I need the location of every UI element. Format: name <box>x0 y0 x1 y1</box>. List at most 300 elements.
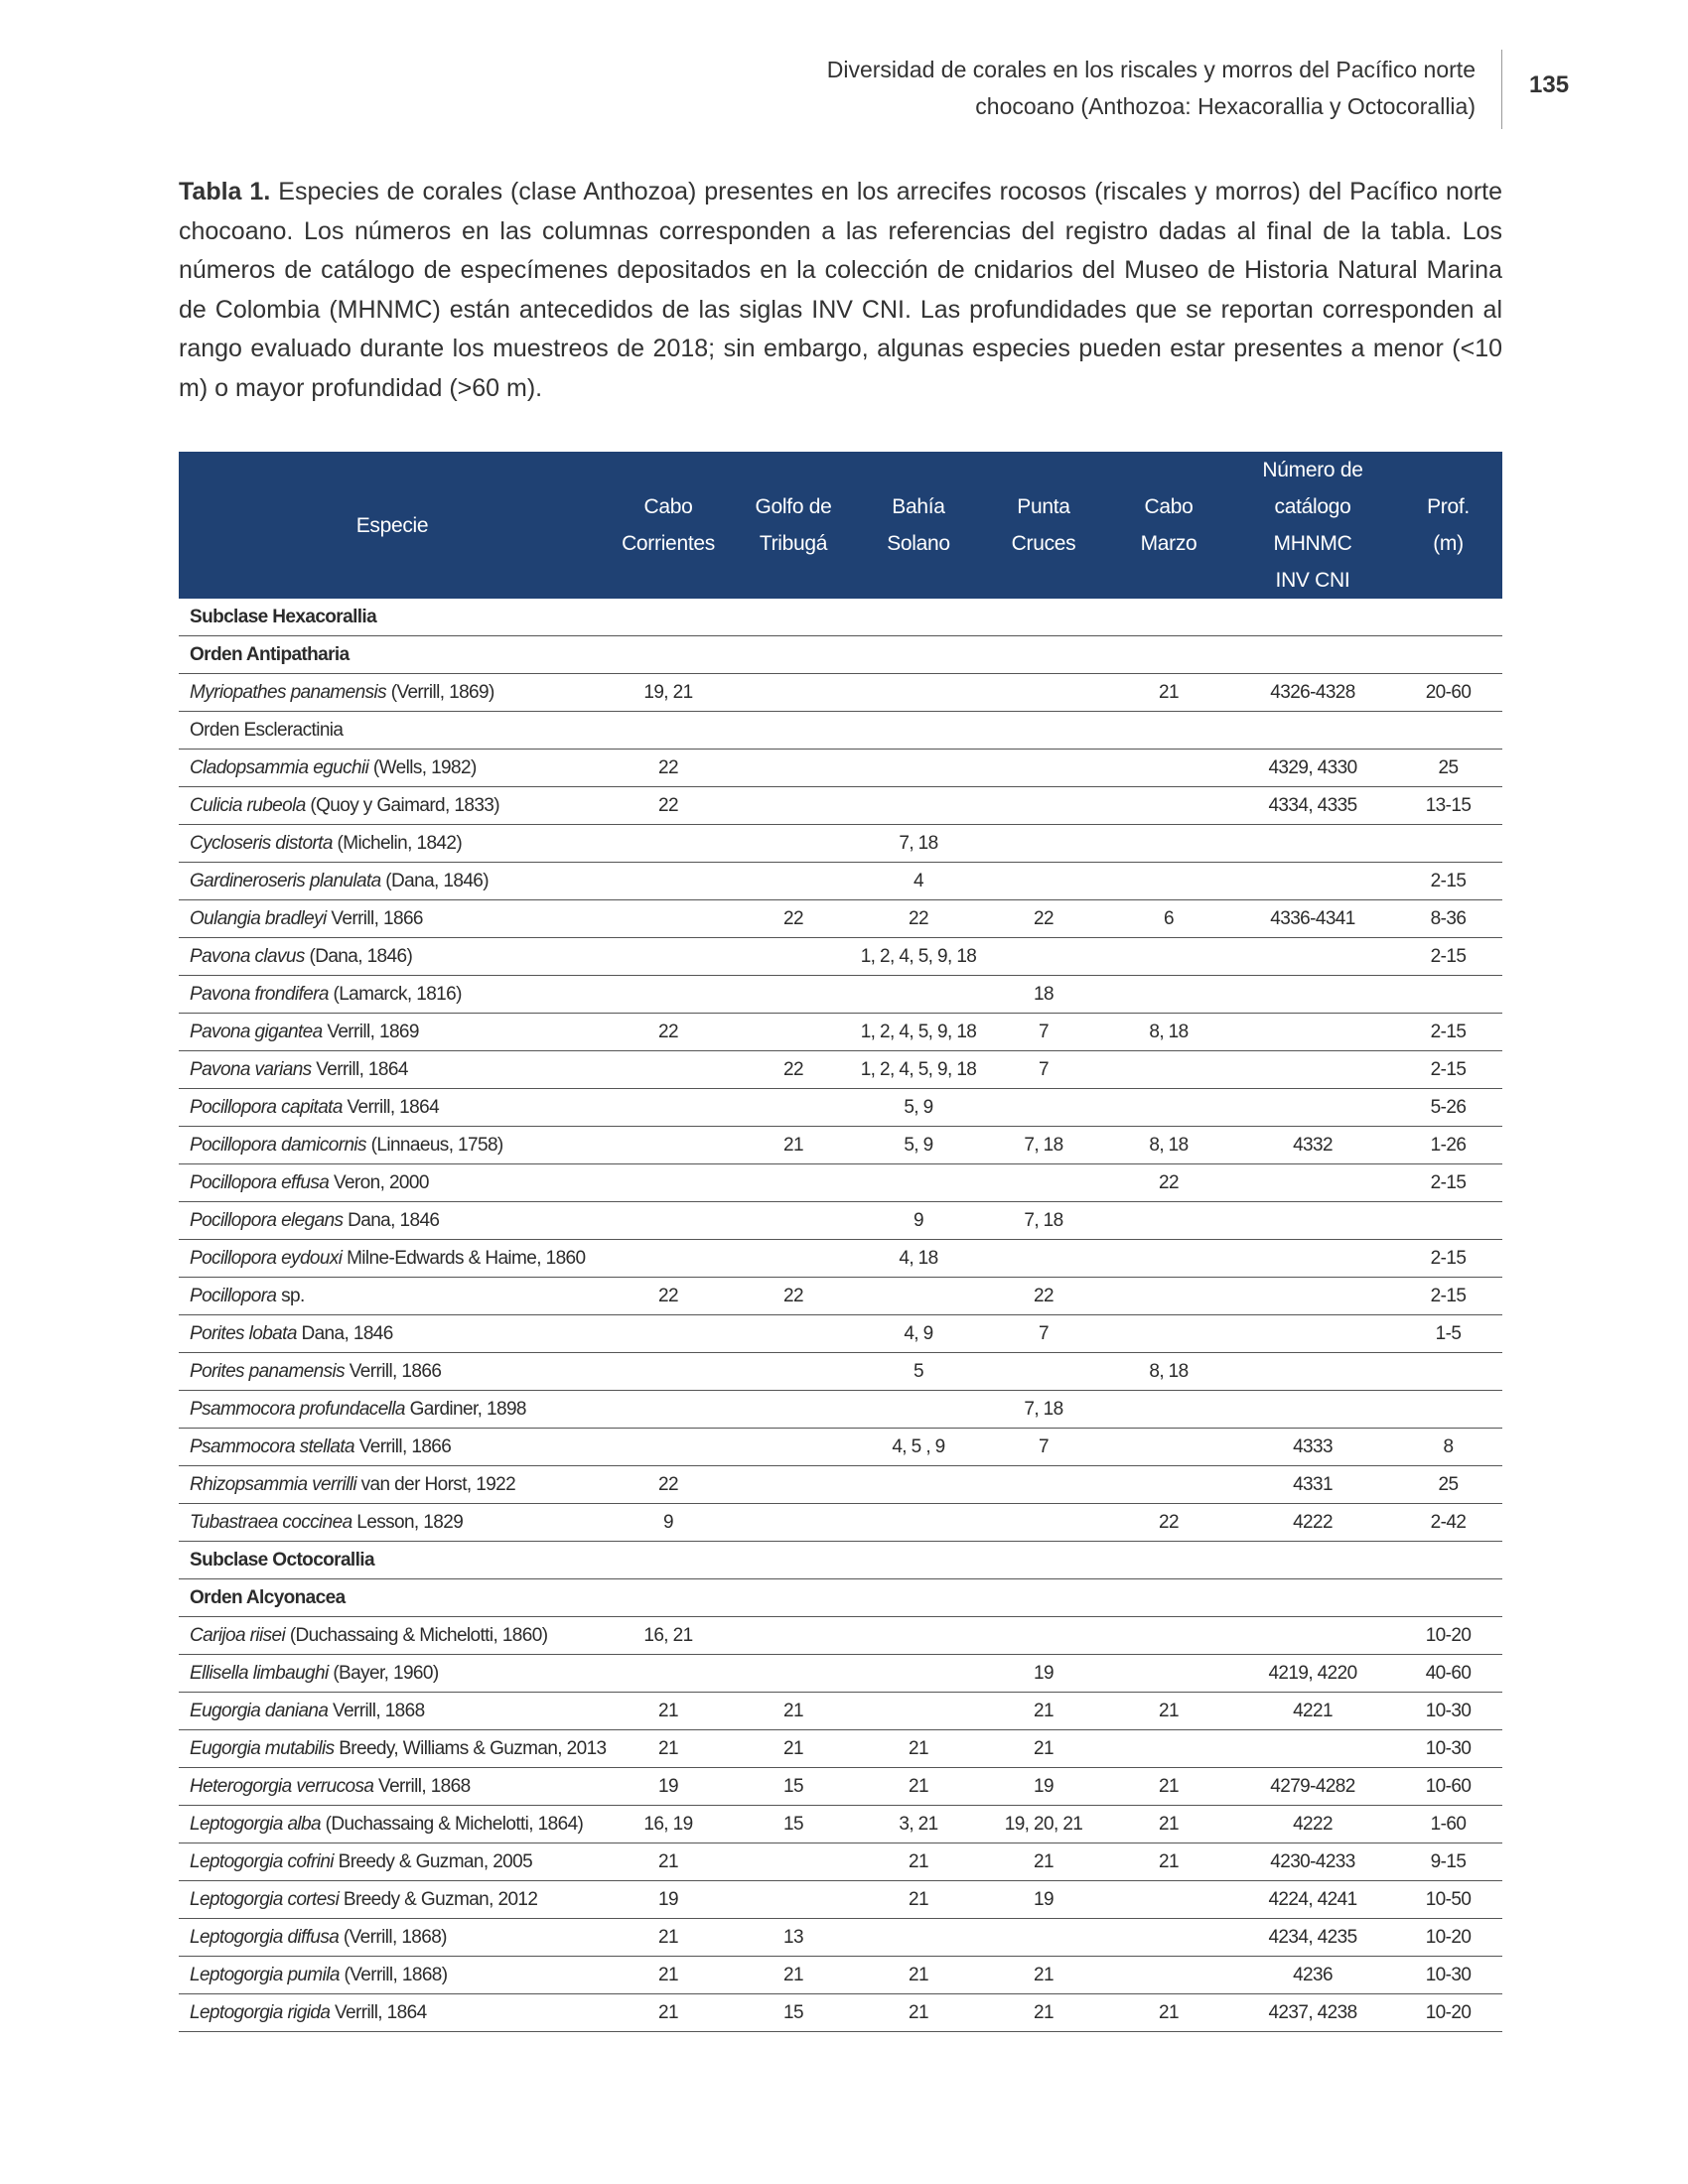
col-profundidad-cell <box>1394 976 1502 1014</box>
col-bahia-solano-cell: 4, 18 <box>856 1240 981 1278</box>
species-name-cell <box>179 1164 606 1202</box>
taxon-group-row <box>179 599 1502 636</box>
col-cabo-marzo-cell <box>1106 1429 1231 1466</box>
species-table-container <box>179 452 1502 2032</box>
species-binomial: Myriopathes panamensis <box>190 681 387 703</box>
col-cabo-corrientes-cell: 19 <box>606 1768 731 1806</box>
species-binomial: Culicia rubeola <box>190 794 306 816</box>
col-golfo-tribuga-cell: 22 <box>731 1051 856 1089</box>
species-name-cell <box>179 1202 606 1240</box>
col-bahia-solano-cell <box>856 976 981 1014</box>
species-name-cell <box>179 1919 606 1957</box>
col-profundidad-cell: 25 <box>1394 1466 1502 1504</box>
species-row <box>179 863 1502 900</box>
col-punta-cruces-cell <box>981 1466 1106 1504</box>
col-punta-cruces-cell <box>981 1089 1106 1127</box>
species-authority: Dana, 1846 <box>348 1209 440 1231</box>
species-binomial: Tubastraea coccinea <box>190 1511 352 1533</box>
col-punta-cruces-cell <box>981 938 1106 976</box>
col-cabo-marzo-cell: 6 <box>1106 900 1231 938</box>
col-golfo-tribuga-cell <box>731 1617 856 1655</box>
col-cabo-marzo-header <box>1106 452 1231 599</box>
col-numero-catalogo-cell: 4222 <box>1231 1806 1394 1843</box>
col-golfo-tribuga-cell <box>731 825 856 863</box>
col-numero-catalogo-cell: 4279-4282 <box>1231 1768 1394 1806</box>
col-cabo-marzo-cell <box>1106 1315 1231 1353</box>
species-authority: van der Horst, 1922 <box>360 1473 516 1495</box>
col-golfo-tribuga-cell <box>731 674 856 712</box>
species-binomial: Pocillopora <box>190 1285 277 1306</box>
header-text: Prof. <box>1427 495 1470 518</box>
col-profundidad-cell <box>1394 825 1502 863</box>
species-binomial: Leptogorgia rigida <box>190 2001 331 2023</box>
col-numero-catalogo-cell <box>1231 1164 1394 1202</box>
col-cabo-corrientes-cell: 22 <box>606 750 731 787</box>
species-binomial: Eugorgia mutabilis <box>190 1737 335 1759</box>
species-binomial: Ellisella limbaughi <box>190 1662 329 1684</box>
header-text: Cabo <box>643 495 693 518</box>
col-punta-cruces-cell: 22 <box>981 1278 1106 1315</box>
col-numero-catalogo-cell: 4234, 4235 <box>1231 1919 1394 1957</box>
species-name-cell <box>179 1843 606 1881</box>
col-golfo-tribuga-cell <box>731 1202 856 1240</box>
col-numero-catalogo-cell: 4224, 4241 <box>1231 1881 1394 1919</box>
species-authority: (Dana, 1846) <box>385 870 489 891</box>
species-name-cell <box>179 1051 606 1089</box>
col-cabo-corrientes-cell: 21 <box>606 1843 731 1881</box>
col-cabo-corrientes-cell: 16, 19 <box>606 1806 731 1843</box>
species-name-cell <box>179 1881 606 1919</box>
col-bahia-solano-cell: 21 <box>856 1957 981 1994</box>
species-name-cell <box>179 1353 606 1391</box>
species-name-cell <box>179 863 606 900</box>
col-profundidad-cell: 20-60 <box>1394 674 1502 712</box>
caption-label: Tabla 1. <box>179 178 271 205</box>
col-profundidad-cell: 1-5 <box>1394 1315 1502 1353</box>
col-cabo-marzo-cell <box>1106 1957 1231 1994</box>
header-text: Solano <box>887 532 950 555</box>
col-punta-cruces-cell: 18 <box>981 976 1106 1014</box>
running-header <box>0 52 1476 125</box>
col-profundidad-cell: 9-15 <box>1394 1843 1502 1881</box>
species-authority: (Duchassaing & Michelotti, 1860) <box>289 1624 548 1646</box>
running-title-line2: chocoano (Anthozoa: Hexacorallia y Octocorallia) <box>975 93 1476 119</box>
col-profundidad-cell: 1-26 <box>1394 1127 1502 1164</box>
col-cabo-corrientes-cell <box>606 1315 731 1353</box>
col-profundidad-cell: 40-60 <box>1394 1655 1502 1693</box>
col-profundidad-cell: 10-50 <box>1394 1881 1502 1919</box>
col-profundidad-cell <box>1394 1202 1502 1240</box>
species-authority: (Verrill, 1868) <box>344 1964 448 1985</box>
col-profundidad-cell: 10-30 <box>1394 1730 1502 1768</box>
table-body <box>179 599 1502 2032</box>
species-authority: sp. <box>281 1285 305 1306</box>
col-punta-cruces-cell: 19 <box>981 1655 1106 1693</box>
col-cabo-marzo-cell <box>1106 787 1231 825</box>
col-cabo-marzo-cell <box>1106 1278 1231 1315</box>
species-row <box>179 1617 1502 1655</box>
col-golfo-tribuga-cell <box>731 750 856 787</box>
col-profundidad-cell: 10-30 <box>1394 1693 1502 1730</box>
species-authority: Verrill, 1864 <box>335 2001 427 2023</box>
col-cabo-corrientes-cell <box>606 900 731 938</box>
header-text: Marzo <box>1140 532 1197 555</box>
col-cabo-marzo-cell <box>1106 938 1231 976</box>
col-profundidad-cell: 2-42 <box>1394 1504 1502 1542</box>
species-name-cell <box>179 1730 606 1768</box>
col-golfo-tribuga-cell: 21 <box>731 1730 856 1768</box>
species-row <box>179 1240 1502 1278</box>
col-bahia-solano-cell <box>856 1466 981 1504</box>
col-numero-catalogo-cell: 4236 <box>1231 1957 1394 1994</box>
col-cabo-corrientes-cell: 9 <box>606 1504 731 1542</box>
col-bahia-solano-cell: 3, 21 <box>856 1806 981 1843</box>
species-name-cell <box>179 1278 606 1315</box>
col-cabo-marzo-cell <box>1106 976 1231 1014</box>
species-row <box>179 1429 1502 1466</box>
species-name-cell <box>179 825 606 863</box>
col-cabo-marzo-cell: 21 <box>1106 1768 1231 1806</box>
col-punta-cruces-cell: 7, 18 <box>981 1391 1106 1429</box>
col-bahia-solano-cell: 1, 2, 4, 5, 9, 18 <box>856 1014 981 1051</box>
col-profundidad-cell: 10-60 <box>1394 1768 1502 1806</box>
col-profundidad-cell: 8 <box>1394 1429 1502 1466</box>
col-punta-cruces-cell <box>981 1504 1106 1542</box>
col-punta-cruces-cell <box>981 825 1106 863</box>
col-bahia-solano-cell: 21 <box>856 1994 981 2032</box>
species-row <box>179 1768 1502 1806</box>
species-authority: Verrill, 1868 <box>333 1700 425 1721</box>
header-text: INV CNI <box>1275 569 1350 592</box>
col-numero-catalogo-cell <box>1231 1278 1394 1315</box>
header-text: Golfo de <box>755 495 832 518</box>
species-binomial: Pocillopora capitata <box>190 1096 343 1118</box>
col-profundidad-cell: 25 <box>1394 750 1502 787</box>
species-binomial: Pavona frondifera <box>190 983 329 1005</box>
species-binomial: Leptogorgia pumila <box>190 1964 340 1985</box>
species-row <box>179 938 1502 976</box>
species-authority: Milne-Edwards & Haime, 1860 <box>347 1247 586 1269</box>
col-punta-cruces-cell <box>981 1353 1106 1391</box>
col-cabo-corrientes-cell <box>606 1202 731 1240</box>
taxon-group-label: Orden Escleractinia <box>179 712 1502 750</box>
species-name-cell <box>179 1994 606 2032</box>
col-punta-cruces-cell: 7, 18 <box>981 1127 1106 1164</box>
col-punta-cruces-cell: 7, 18 <box>981 1202 1106 1240</box>
species-row <box>179 1089 1502 1127</box>
species-row <box>179 1014 1502 1051</box>
species-row <box>179 787 1502 825</box>
col-cabo-marzo-cell <box>1106 825 1231 863</box>
col-cabo-corrientes-cell: 16, 21 <box>606 1617 731 1655</box>
caption-text: Especies de corales (clase Anthozoa) presentes en los arrecifes rocosos (riscales y morros) del Pacífico norte chocoano. Los números en las columnas corresponden a las referencias del registro dadas al final de la tabla. Los números de catálogo de especímenes depositados en la colección de cnidarios del Museo de Historia Natural Marina de Colombia (MHNMC) están antecedidos de las siglas INV CNI. Las profundidades que se reportan corresponden al rango evaluado durante los muestreos de 2018; sin embargo, algunas especies pueden estar presentes a menor (<10 m) o mayor profundidad (>60 m). <box>179 178 1502 402</box>
species-row <box>179 1466 1502 1504</box>
col-profundidad-cell: 1-60 <box>1394 1806 1502 1843</box>
col-bahia-solano-cell: 5 <box>856 1353 981 1391</box>
col-cabo-corrientes-cell <box>606 1429 731 1466</box>
col-especie-header <box>179 452 606 599</box>
col-punta-cruces-cell <box>981 1240 1106 1278</box>
species-row <box>179 1957 1502 1994</box>
species-binomial: Psammocora stellata <box>190 1435 355 1457</box>
species-binomial: Pavona varians <box>190 1058 312 1080</box>
header-text: Cruces <box>1011 532 1076 555</box>
col-golfo-tribuga-cell <box>731 787 856 825</box>
taxon-group-row <box>179 636 1502 674</box>
col-cabo-corrientes-header <box>606 452 731 599</box>
taxon-group-label: Orden Alcyonacea <box>179 1579 1502 1617</box>
col-numero-catalogo-cell: 4237, 4238 <box>1231 1994 1394 2032</box>
col-golfo-tribuga-cell <box>731 1164 856 1202</box>
species-binomial: Leptogorgia alba <box>190 1813 321 1835</box>
species-name-cell <box>179 674 606 712</box>
col-numero-catalogo-cell: 4329, 4330 <box>1231 750 1394 787</box>
col-golfo-tribuga-cell <box>731 1014 856 1051</box>
species-name-cell <box>179 1127 606 1164</box>
col-numero-catalogo-cell <box>1231 863 1394 900</box>
species-authority: Gardiner, 1898 <box>409 1398 526 1420</box>
col-cabo-corrientes-cell: 21 <box>606 1693 731 1730</box>
species-row <box>179 1693 1502 1730</box>
col-golfo-tribuga-cell <box>731 1881 856 1919</box>
col-cabo-marzo-cell: 21 <box>1106 1843 1231 1881</box>
col-cabo-corrientes-cell <box>606 1164 731 1202</box>
col-bahia-solano-cell <box>856 1655 981 1693</box>
col-numero-catalogo-cell: 4219, 4220 <box>1231 1655 1394 1693</box>
col-punta-cruces-cell <box>981 750 1106 787</box>
col-profundidad-cell: 2-15 <box>1394 1278 1502 1315</box>
col-profundidad-cell: 10-30 <box>1394 1957 1502 1994</box>
col-punta-cruces-cell: 21 <box>981 1957 1106 1994</box>
species-authority: Verrill, 1864 <box>316 1058 408 1080</box>
species-row <box>179 1655 1502 1693</box>
species-row <box>179 1278 1502 1315</box>
species-binomial: Cycloseris distorta <box>190 832 333 854</box>
col-bahia-solano-cell: 5, 9 <box>856 1089 981 1127</box>
col-bahia-solano-cell: 4, 9 <box>856 1315 981 1353</box>
col-bahia-solano-cell: 21 <box>856 1881 981 1919</box>
col-profundidad-cell <box>1394 1391 1502 1429</box>
col-cabo-marzo-cell <box>1106 1466 1231 1504</box>
header-divider <box>1501 50 1502 129</box>
species-binomial: Pocillopora damicornis <box>190 1134 366 1156</box>
col-punta-cruces-cell: 19 <box>981 1768 1106 1806</box>
col-profundidad-cell: 2-15 <box>1394 1164 1502 1202</box>
header-text: Especie <box>355 513 429 537</box>
species-name-cell <box>179 1693 606 1730</box>
species-binomial: Eugorgia daniana <box>190 1700 329 1721</box>
col-numero-catalogo-cell <box>1231 1391 1394 1429</box>
species-authority: (Verrill, 1869) <box>390 681 494 703</box>
species-binomial: Psammocora profundacella <box>190 1398 405 1420</box>
col-cabo-marzo-cell <box>1106 1655 1231 1693</box>
species-row <box>179 1315 1502 1353</box>
col-numero-catalogo-cell <box>1231 976 1394 1014</box>
species-name-cell <box>179 1240 606 1278</box>
species-authority: Verrill, 1866 <box>331 907 423 929</box>
species-binomial: Porites panamensis <box>190 1360 346 1382</box>
col-punta-cruces-cell <box>981 1919 1106 1957</box>
species-binomial: Heterogorgia verrucosa <box>190 1775 374 1797</box>
species-authority: (Michelin, 1842) <box>337 832 463 854</box>
col-golfo-tribuga-cell: 21 <box>731 1127 856 1164</box>
col-cabo-marzo-cell <box>1106 1391 1231 1429</box>
col-numero-catalogo-cell: 4326-4328 <box>1231 674 1394 712</box>
species-name-cell <box>179 1768 606 1806</box>
col-cabo-corrientes-cell <box>606 1051 731 1089</box>
col-profundidad-cell: 8-36 <box>1394 900 1502 938</box>
col-cabo-corrientes-cell <box>606 976 731 1014</box>
col-cabo-marzo-cell <box>1106 1051 1231 1089</box>
col-bahia-solano-cell <box>856 1919 981 1957</box>
col-cabo-corrientes-cell <box>606 1391 731 1429</box>
col-cabo-marzo-cell <box>1106 1881 1231 1919</box>
species-authority: Verrill, 1866 <box>358 1435 452 1457</box>
col-cabo-marzo-cell <box>1106 1240 1231 1278</box>
col-cabo-marzo-cell: 21 <box>1106 1693 1231 1730</box>
species-row <box>179 1353 1502 1391</box>
species-authority: Breedy & Guzman, 2005 <box>338 1850 533 1872</box>
col-punta-cruces-cell: 22 <box>981 900 1106 938</box>
col-bahia-solano-cell: 1, 2, 4, 5, 9, 18 <box>856 1051 981 1089</box>
species-binomial: Gardineroseris planulata <box>190 870 381 891</box>
species-authority: (Dana, 1846) <box>309 945 413 967</box>
species-name-cell <box>179 1089 606 1127</box>
col-bahia-solano-cell <box>856 1504 981 1542</box>
col-golfo-tribuga-cell: 15 <box>731 1994 856 2032</box>
species-authority: (Quoy y Gaimard, 1833) <box>310 794 499 816</box>
species-row <box>179 825 1502 863</box>
col-cabo-marzo-cell <box>1106 1730 1231 1768</box>
col-numero-catalogo-cell <box>1231 1014 1394 1051</box>
col-punta-cruces-cell: 7 <box>981 1315 1106 1353</box>
header-text: Cabo <box>1144 495 1194 518</box>
species-name-cell <box>179 1391 606 1429</box>
col-cabo-corrientes-cell: 22 <box>606 1278 731 1315</box>
col-numero-catalogo-cell <box>1231 1730 1394 1768</box>
col-numero-catalogo-cell <box>1231 1089 1394 1127</box>
col-cabo-corrientes-cell <box>606 1655 731 1693</box>
taxon-group-row <box>179 712 1502 750</box>
col-cabo-corrientes-cell: 21 <box>606 1919 731 1957</box>
col-numero-catalogo-cell: 4331 <box>1231 1466 1394 1504</box>
col-numero-catalogo-cell: 4333 <box>1231 1429 1394 1466</box>
species-authority: Verrill, 1868 <box>378 1775 471 1797</box>
species-binomial: Cladopsammia eguchii <box>190 756 369 778</box>
col-punta-cruces-cell: 7 <box>981 1051 1106 1089</box>
col-punta-cruces-header <box>981 452 1106 599</box>
species-binomial: Leptogorgia cofrini <box>190 1850 334 1872</box>
col-bahia-solano-cell <box>856 1693 981 1730</box>
col-golfo-tribuga-cell <box>731 863 856 900</box>
col-numero-catalogo-cell <box>1231 1353 1394 1391</box>
col-numero-catalogo-cell <box>1231 1202 1394 1240</box>
species-authority: Verrill, 1864 <box>347 1096 440 1118</box>
taxon-group-label: Orden Antipatharia <box>179 636 1502 674</box>
col-bahia-solano-cell <box>856 674 981 712</box>
species-authority: Verrill, 1866 <box>349 1360 442 1382</box>
col-golfo-tribuga-cell <box>731 1466 856 1504</box>
species-row <box>179 1051 1502 1089</box>
species-row <box>179 1994 1502 2032</box>
species-binomial: Pavona gigantea <box>190 1021 323 1042</box>
col-bahia-solano-cell: 22 <box>856 900 981 938</box>
col-bahia-solano-cell: 21 <box>856 1730 981 1768</box>
species-binomial: Carijoa riisei <box>190 1624 286 1646</box>
col-numero-catalogo-cell <box>1231 938 1394 976</box>
species-table <box>179 452 1502 2032</box>
col-profundidad-cell: 2-15 <box>1394 863 1502 900</box>
species-binomial: Rhizopsammia verrilli <box>190 1473 356 1495</box>
col-bahia-solano-cell: 4 <box>856 863 981 900</box>
species-binomial: Pocillopora effusa <box>190 1171 330 1193</box>
col-cabo-corrientes-cell <box>606 863 731 900</box>
col-numero-catalogo-cell <box>1231 1315 1394 1353</box>
col-cabo-corrientes-cell <box>606 825 731 863</box>
col-golfo-tribuga-cell: 15 <box>731 1806 856 1843</box>
species-binomial: Leptogorgia diffusa <box>190 1926 340 1948</box>
species-row <box>179 900 1502 938</box>
col-golfo-tribuga-cell: 13 <box>731 1919 856 1957</box>
col-bahia-solano-cell: 21 <box>856 1768 981 1806</box>
col-punta-cruces-cell <box>981 674 1106 712</box>
header-text: catálogo MHNMC <box>1273 495 1352 555</box>
col-cabo-corrientes-cell: 19, 21 <box>606 674 731 712</box>
species-name-cell <box>179 1014 606 1051</box>
col-bahia-solano-cell <box>856 1391 981 1429</box>
col-cabo-marzo-cell: 22 <box>1106 1504 1231 1542</box>
col-numero-catalogo-cell: 4230-4233 <box>1231 1843 1394 1881</box>
col-bahia-solano-cell <box>856 787 981 825</box>
col-numero-catalogo-cell <box>1231 1240 1394 1278</box>
col-cabo-marzo-cell <box>1106 1617 1231 1655</box>
col-punta-cruces-cell: 21 <box>981 1730 1106 1768</box>
col-cabo-corrientes-cell: 21 <box>606 1730 731 1768</box>
species-authority: (Linnaeus, 1758) <box>370 1134 503 1156</box>
header-text: Corrientes <box>622 532 715 555</box>
col-cabo-marzo-cell <box>1106 1202 1231 1240</box>
species-row <box>179 674 1502 712</box>
col-cabo-marzo-cell: 21 <box>1106 1806 1231 1843</box>
species-row <box>179 1127 1502 1164</box>
col-bahia-solano-cell <box>856 750 981 787</box>
species-row <box>179 1730 1502 1768</box>
col-profundidad-cell <box>1394 1353 1502 1391</box>
col-golfo-tribuga-cell: 21 <box>731 1957 856 1994</box>
species-name-cell <box>179 1806 606 1843</box>
header-text: Bahía <box>892 495 945 518</box>
col-numero-catalogo-cell: 4336-4341 <box>1231 900 1394 938</box>
col-golfo-tribuga-cell <box>731 1429 856 1466</box>
running-title-line1: Diversidad de corales en los riscales y morros del Pacífico norte <box>826 57 1476 82</box>
col-golfo-tribuga-cell <box>731 1089 856 1127</box>
species-name-cell <box>179 1504 606 1542</box>
col-cabo-marzo-cell <box>1106 750 1231 787</box>
header-text: (m) <box>1433 532 1464 555</box>
species-row <box>179 750 1502 787</box>
col-numero-catalogo-cell <box>1231 825 1394 863</box>
col-profundidad-cell: 2-15 <box>1394 1240 1502 1278</box>
col-cabo-corrientes-cell: 21 <box>606 1957 731 1994</box>
col-cabo-corrientes-cell <box>606 1353 731 1391</box>
col-profundidad-cell: 10-20 <box>1394 1617 1502 1655</box>
species-authority: Lesson, 1829 <box>356 1511 464 1533</box>
col-cabo-marzo-cell: 22 <box>1106 1164 1231 1202</box>
col-bahia-solano-cell <box>856 1164 981 1202</box>
species-name-cell <box>179 1957 606 1994</box>
col-profundidad-cell: 2-15 <box>1394 1014 1502 1051</box>
col-numero-catalogo-cell <box>1231 1617 1394 1655</box>
